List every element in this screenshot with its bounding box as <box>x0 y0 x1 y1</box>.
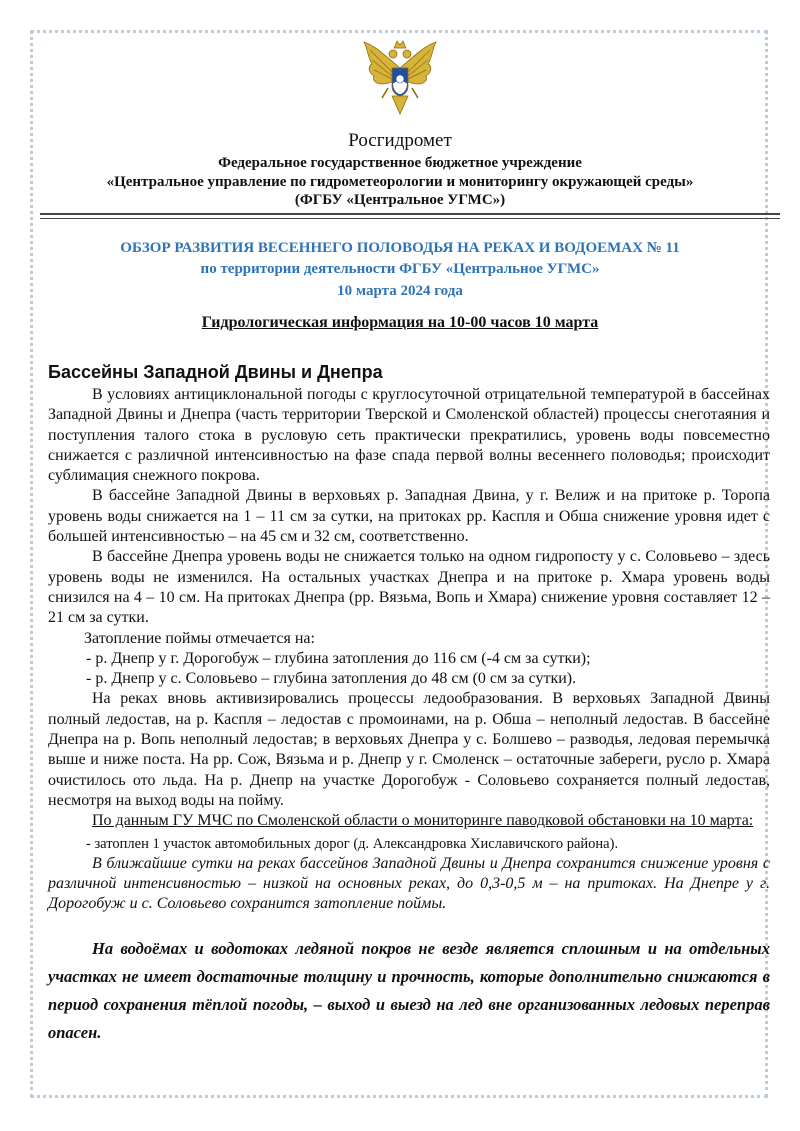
header-divider-thin <box>40 218 780 219</box>
flood-item: - р. Днепр у г. Дорогобуж – глубина затопления до 116 см (-4 см за сутки); <box>86 649 591 667</box>
section-heading: Бассейны Западной Двины и Днепра <box>48 362 383 382</box>
flood-item: - р. Днепр у с. Соловьево – глубина затопления до 48 см (0 см за сутки). <box>86 670 577 688</box>
ice-safety-warning: На водоёмах и водотоках ледяной покров не везде является сплошным и на отдельных участках не имеет достаточные толщину и прочность, которые дополнительно снижаются в период сохранения тёплой погоды, – выход и выезд на лед вне организованных ледовых переправ опасен. <box>48 938 770 1042</box>
flood-intro: Затопление поймы отмечается на: <box>84 629 315 647</box>
report-scope: по территории деятельности ФГБУ «Центральное УГМС» <box>200 261 600 277</box>
paragraph-ice: На реках вновь активизировались процессы ледообразования. В верховьях Западной Двины полный ледостав, на р. Каспля – ледостав с промоинами, на р. Обша – неполный ледостав. В бассейне Днепра на р. Вопь неполный ледостав; в верховьях Днепра у с. Болшево – разводья, ледовая перемычка выше и ниже поста. На рр. Сож, Вязьма и р. Днепр у г. Смоленск – остаточные забереги, русло р. Хмара очистилось ото льда. На р. Днепр на участке Дорогобуж - Соловьево сохраняется полный ледостав, несмотря на выход воды на пойму. <box>48 690 770 809</box>
mchs-item: - затоплен 1 участок автомобильных дорог (д. Александровка Хиславичского района). <box>86 835 619 852</box>
double-headed-eagle-emblem <box>362 38 438 116</box>
org-full-name: «Центральное управление по гидрометеорологии и мониторингу окружающей среды» <box>106 174 694 190</box>
mchs-heading: По данным ГУ МЧС по Смоленской области о мониторинге паводковой обстановки на 10 марта: <box>92 812 754 830</box>
paragraph-western-dvina: В бассейне Западной Двины в верховьях р. Западная Двина, у г. Велиж и на притоке р. Торопа уровень воды снижается на 1 – 11 см за сутки, на притоках рр. Каспля и Обша снижение уровня идет с большей интенсивностью – на 45 см и 32 см, соответственно. <box>48 487 770 546</box>
org-name: Росгидромет <box>348 130 452 151</box>
report-date: 10 марта 2024 года <box>337 283 463 299</box>
forecast-paragraph: В ближайшие сутки на реках бассейнов Западной Двины и Днепра сохранится снижение уровня с различной интенсивностью – низкой на основных реках, до 0,3-0,5 м – на притоках. На Днепре у г. Дорогобуж и с. Соловьево сохранится затопление поймы. <box>48 854 770 913</box>
org-short-name: (ФГБУ «Центральное УГМС») <box>294 192 506 208</box>
report-body <box>48 385 770 1047</box>
paragraph-weather: В условиях антициклональной погоды с круглосуточной отрицательной температурой в бассейнах Западной Двины и Днепра (часть территории Тверской и Смоленской областей) процессы снеготаяния и поступления талого стока в русловую сеть практически прекратились, уровень воды повсеместно снижается с различной интенсивностью на фазе спада первой волны весеннего половодья; происходит сублимация снежного покрова. <box>48 386 770 485</box>
org-type: Федеральное государственное бюджетное учреждение <box>218 155 582 171</box>
header-divider <box>40 213 780 215</box>
info-time-heading: Гидрологическая информация на 10-00 часов 10 марта <box>201 314 599 331</box>
paragraph-dnieper: В бассейне Днепра уровень воды не снижается только на одном гидропосту у с. Соловьево – здесь уровень воды не изменился. На остальных участках Днепра и на притоке р. Хмара уровень воды снизился на 4 – 10 см. На притоках Днепра (рр. Вязьма, Вопь и Хмара) снижение уровня составляет 12 – 21 см за сутки. <box>48 548 770 627</box>
report-title: ОБЗОР РАЗВИТИЯ ВЕСЕННЕГО ПОЛОВОДЬЯ НА РЕКАХ И ВОДОЕМАХ № 11 <box>120 240 680 256</box>
